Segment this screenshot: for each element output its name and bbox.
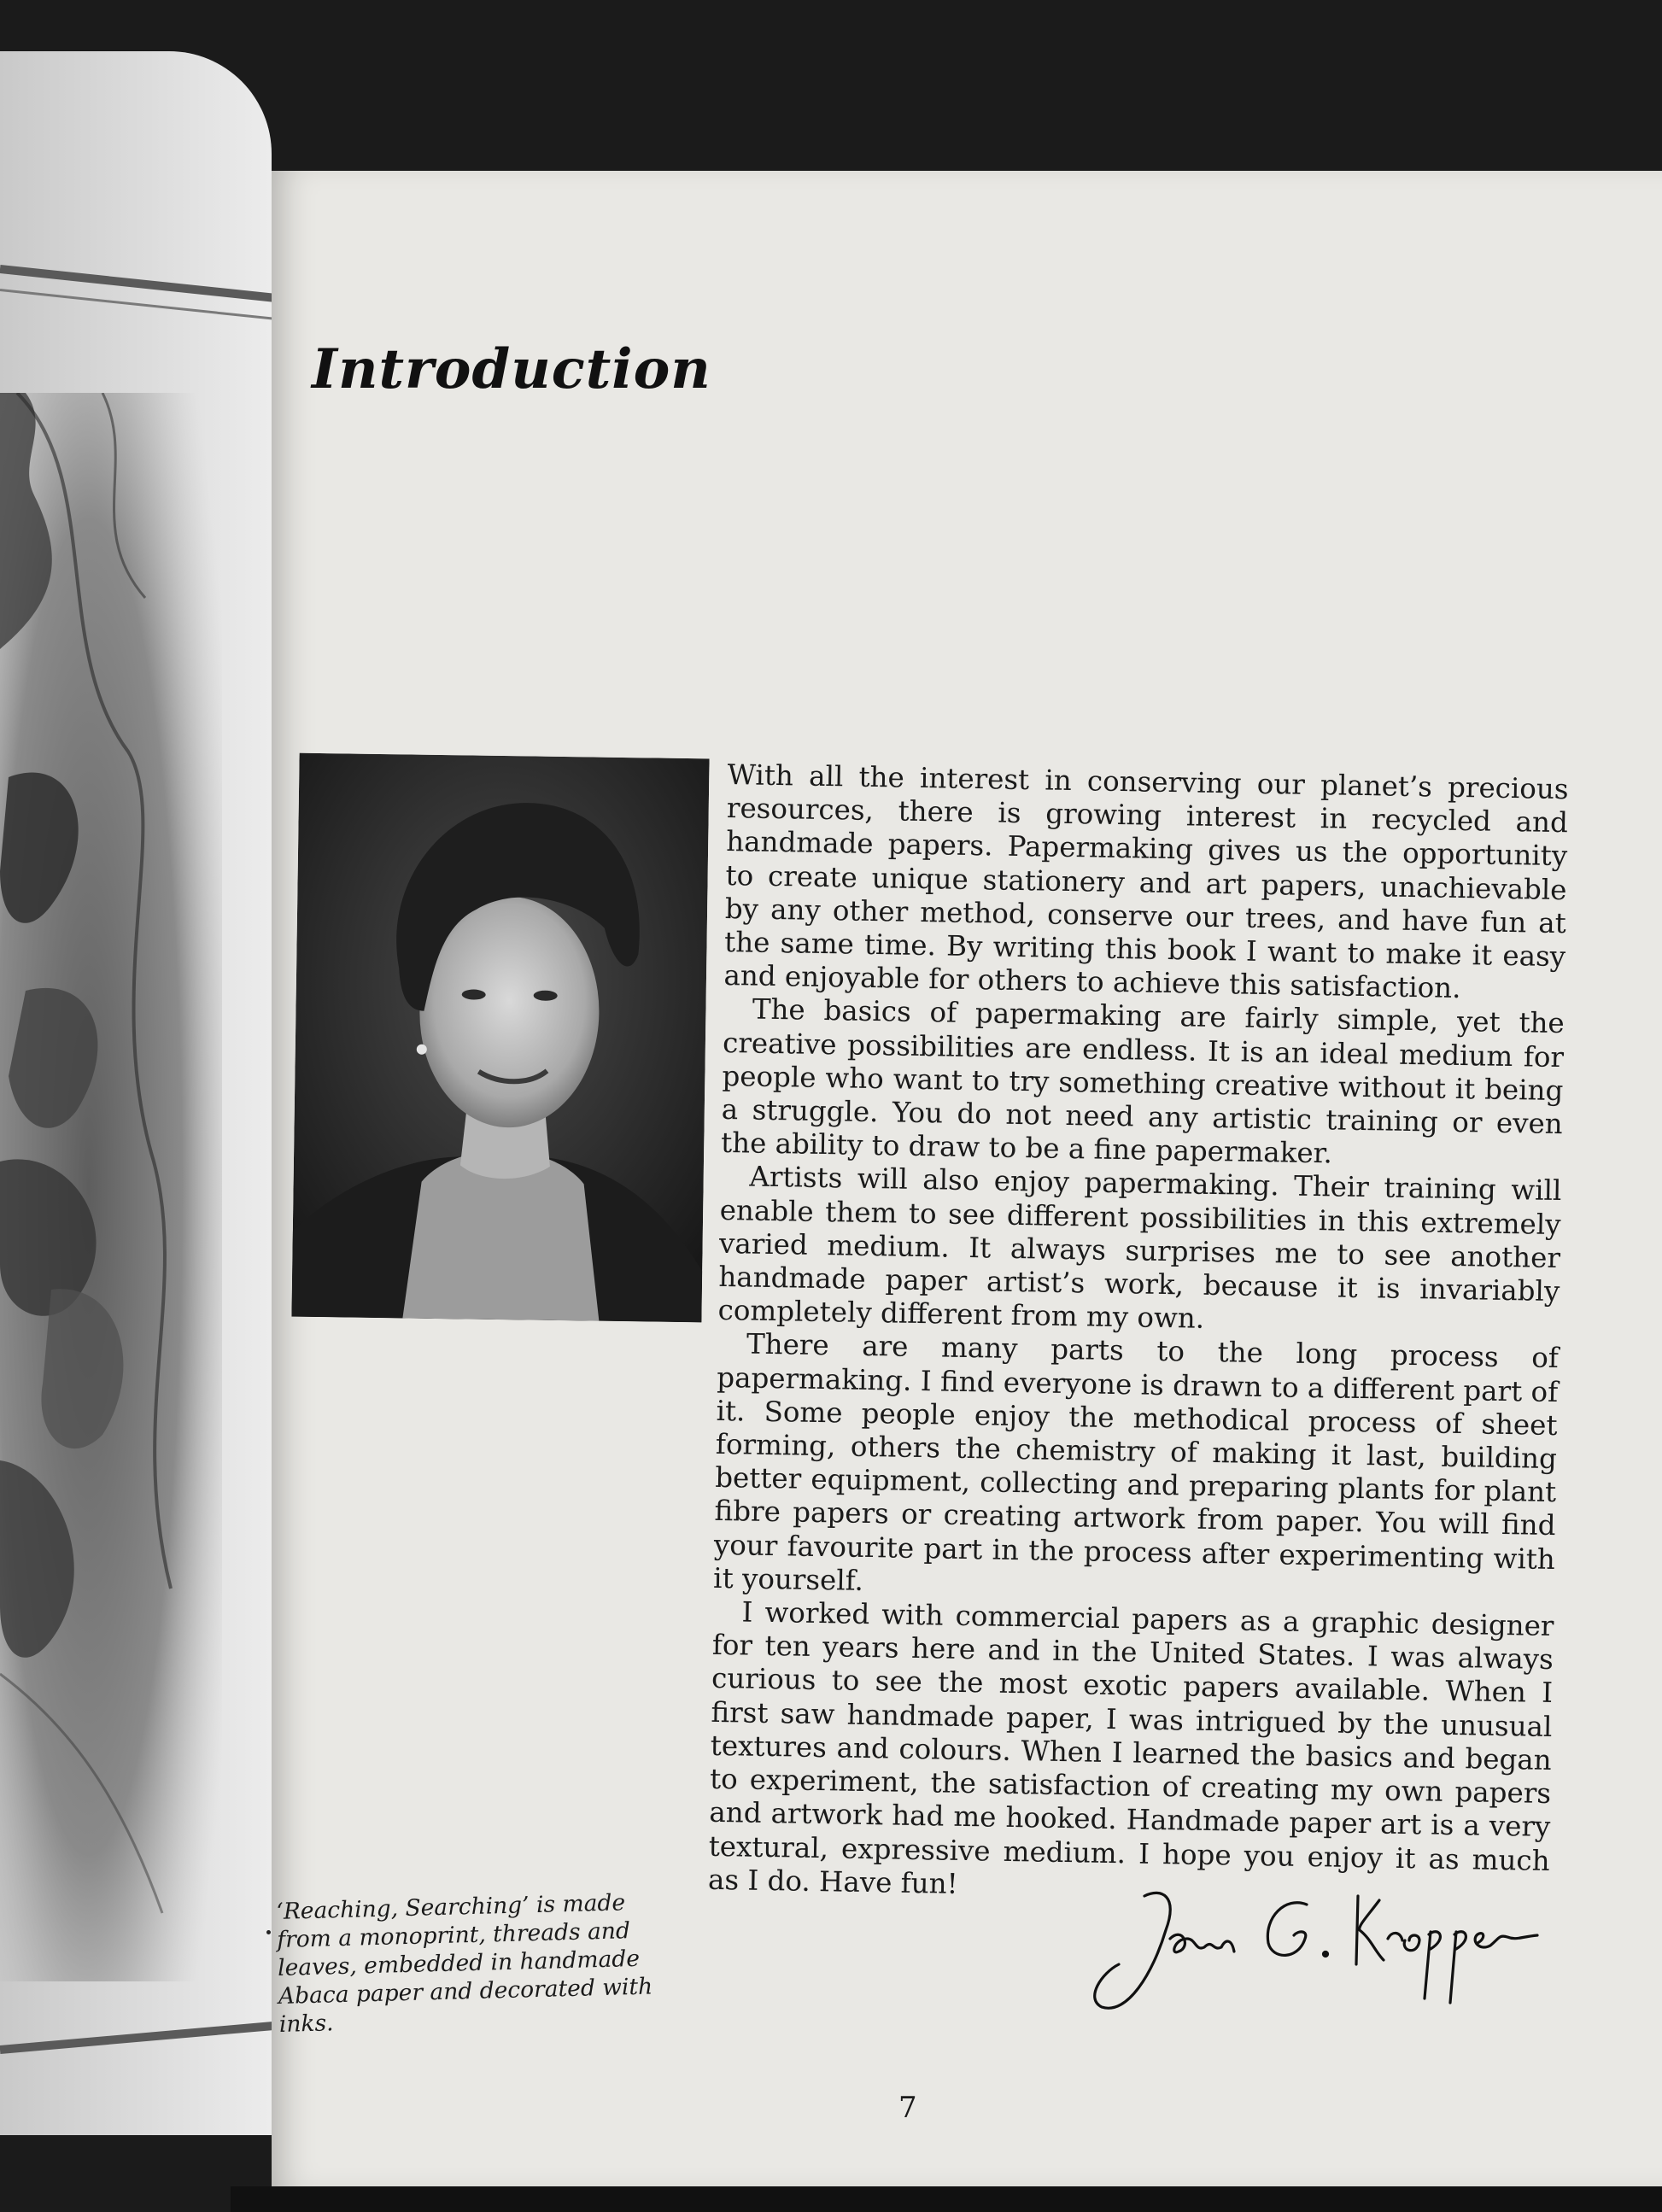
caption-bullet (266, 1930, 271, 1934)
paragraph: I worked with commercial papers as a graphic designer for ten years here and in the United States. I was always curious to see the most exotic papers available. When I first saw handmade paper, I was intrigued by the unusual textures and colours. When I learned the basics and began to experiment, the satisfaction of creating my own papers and artwork had me hooked. Handmade paper art is a very textural, expressive medium. I hope you enjoy it as much as I do. Have fun! (707, 1595, 1554, 1900)
page-title: Introduction (312, 337, 711, 401)
paragraph: With all the interest in conserving our planet’s precious resources, there is growing interest in recycled and handmade papers. Papermaking gives us the opportunity to create unique stationery and art papers, unachievable by any other method, conserve our trees, and have fun at the same time. By writing this book I want to make it easy and enjoyable for others to achieve this satisfaction. (723, 758, 1569, 1005)
author-portrait (291, 753, 709, 1323)
background-edge (231, 2186, 1662, 2212)
page-number: 7 (898, 2091, 917, 2125)
paragraph: The basics of papermaking are fairly simple, yet the creative possibilities are endless. It is an ideal medium for people who want to try something creative without it being a struggle. You do not need any artistic training or even the ability to draw to be a fine papermaker. (720, 992, 1565, 1170)
left-page-artwork (0, 51, 272, 2135)
paragraph: There are many parts to the long process of papermaking. I find everyone is drawn to a different part of it. Some people enjoy the methodical process of sheet forming, others the chemistry of making it last, building better equipment, collecting and preparing plants for plant fibre papers or creating artwork from paper. You will find your favourite part in the process after experimenting with it yourself. (712, 1327, 1560, 1597)
paragraph: Artists will also enjoy papermaking. Their training will enable them to see different possibilities in this extremely varied medium. It always surprises me to see another handmade paper artist’s work, because it is invariably completely different from my own. (717, 1160, 1562, 1336)
artwork-image (0, 393, 272, 1998)
author-signature (1085, 1879, 1563, 2024)
decorative-rule (0, 2021, 272, 2054)
decorative-rule (0, 265, 272, 302)
artwork-caption: ‘Reaching, Searching’ is made from a monoprint, threads and leaves, embedded in handmade Abaca paper and decorated with inks. (276, 1889, 653, 2038)
introduction-body (708, 758, 1569, 1911)
